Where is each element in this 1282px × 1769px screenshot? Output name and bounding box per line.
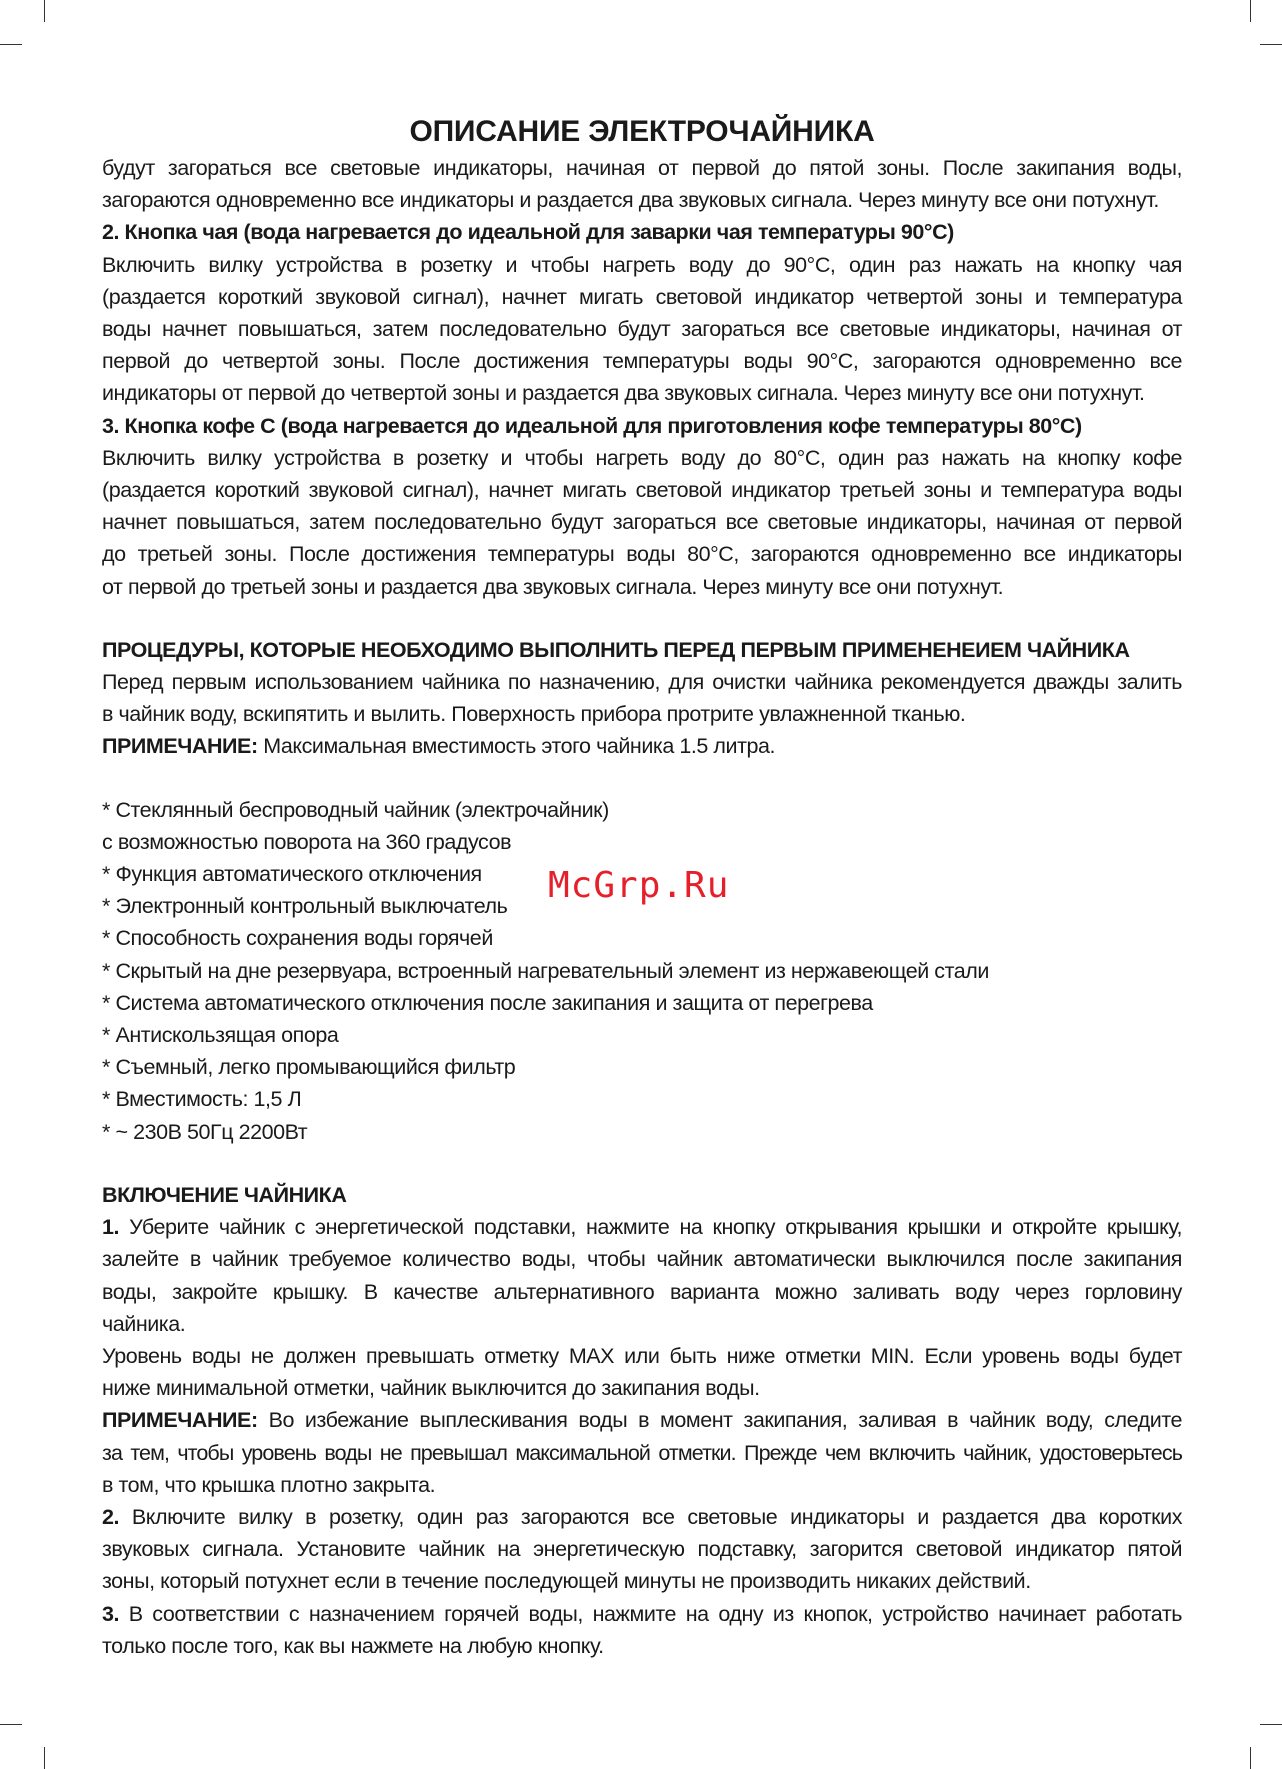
step-number: 3.	[102, 1601, 120, 1626]
coffee-heading: 3. Кнопка кофе С (вода нагревается до идеальной для приготовления кофе температуры 80°С)	[102, 413, 1082, 438]
step1-line: залейте в чайник требуемое количество воды, чтобы чайник автоматически выключился после закипания	[102, 1247, 1182, 1272]
step3-line	[102, 1598, 1182, 1630]
crop-mark	[1250, 0, 1251, 22]
note-text: Максимальная вместимость этого чайника 1.5 литра.	[257, 734, 776, 759]
step2-line: звуковых сигнала. Установите чайник на энергетическую подставку, загорится световой индикатор пятой	[102, 1537, 1182, 1562]
coffee-line: (раздается короткий звуковой сигнал), начнет мигать световой индикатор третьей зоны и температура воды	[102, 478, 1182, 503]
note-line	[102, 1404, 1182, 1436]
crop-mark	[1260, 1724, 1282, 1725]
coffee-line: Включить вилку устройства в розетку и чтобы нагреть воду до 80°С, один раз нажать на кнопку кофе	[102, 445, 1182, 470]
intro-line: загораются одновременно все индикаторы и раздается два звуковых сигнала. Через минуту все они потухнут.	[102, 188, 1159, 213]
step2-line: зоны, который потухнет если в течение последующей минуты не производить никаких действий.	[102, 1569, 1031, 1594]
step1-line	[102, 1211, 1182, 1243]
crop-mark	[1250, 1747, 1251, 1769]
tea-line: (раздается короткий звуковой сигнал), начнет мигать световой индикатор четвертой зоны и температура	[102, 284, 1182, 309]
crop-mark	[0, 44, 22, 45]
feature-item: * Антискользящая опора	[102, 1023, 339, 1048]
tea-line: первой до четвертой зоны. После достижения температуры воды 90°С, загораются одновременно все	[102, 349, 1182, 374]
step1-line: воды, закройте крышку. В качестве альтернативного варианта можно заливать воду через горловину	[102, 1279, 1182, 1304]
procedures-line: Перед первым использованием чайника по назначению, для очистки чайника рекомендуется дважды залить	[102, 670, 1182, 695]
procedures-note	[102, 730, 1182, 762]
step-number: 2.	[102, 1504, 120, 1529]
feature-item: * Электронный контрольный выключатель	[102, 894, 508, 919]
step1-line: чайника.	[102, 1311, 186, 1336]
feature-item: * ~ 230В 50Гц 2200Вт	[102, 1119, 308, 1144]
page-title: ОПИСАНИЕ ЭЛЕКТРОЧАЙНИКА	[409, 115, 875, 148]
level-line: ниже минимальной отметки, чайник выключится до закипания воды.	[102, 1376, 760, 1401]
step3-text: В соответствии с назначением горячей воды, нажмите на одну из кнопок, устройство начинает работать	[119, 1601, 1182, 1626]
crop-mark	[44, 1747, 45, 1769]
level-line: Уровень воды не должен превышать отметку MAX или быть ниже отметки MIN. Если уровень воды будет	[102, 1343, 1182, 1368]
crop-mark	[44, 0, 45, 22]
feature-item: * Стеклянный беспроводный чайник (электрочайник)	[102, 797, 609, 822]
coffee-line: до третьей зоны. После достижения температуры воды 80°С, загораются одновременно все индикаторы	[102, 542, 1182, 567]
coffee-line: начнет повышаться, затем последовательно будут загораться все световые индикаторы, начиная от первой	[102, 510, 1182, 535]
step3-line: только после того, как вы нажмете на любую кнопку.	[102, 1633, 604, 1658]
note-line: в том, что крышка плотно закрыта.	[102, 1472, 436, 1497]
tea-line: индикаторы от первой до четвертой зоны и раздается два звуковых сигнала. Через минуту все они потухнут.	[102, 381, 1145, 406]
step-number: 1.	[102, 1215, 120, 1240]
feature-item: * Способность сохранения воды горячей	[102, 926, 493, 951]
feature-item: с возможностью поворота на 360 градусов	[102, 829, 512, 854]
intro-line: будут загораться все световые индикаторы, начиная от первой до пятой зоны. После закипания воды,	[102, 156, 1182, 180]
note-label: ПРИМЕЧАНИЕ:	[102, 1408, 258, 1433]
tea-heading: 2. Кнопка чая (вода нагревается до идеальной для заварки чая температуры 90°С)	[102, 220, 954, 245]
note-text: Во избежание выплескивания воды в момент закипания, заливая в чайник воду, следите	[257, 1408, 1182, 1433]
tea-line: Включить вилку устройства в розетку и чтобы нагреть воду до 90°С, один раз нажать на кнопку чая	[102, 252, 1182, 277]
feature-item: * Система автоматического отключения после закипания и защита от перегрева	[102, 990, 873, 1015]
procedures-heading: ПРОЦЕДУРЫ, КОТОРЫЕ НЕОБХОДИМО ВЫПОЛНИТЬ ПЕРЕД ПЕРВЫМ ПРИМЕНЕНЕИЕМ ЧАЙНИКА	[102, 637, 1130, 662]
feature-item: * Функция автоматического отключения	[102, 862, 482, 887]
crop-mark	[1260, 44, 1282, 45]
watermark: McGrp.Ru	[548, 865, 730, 906]
switching-on-heading: ВКЛЮЧЕНИЕ ЧАЙНИКА	[102, 1182, 347, 1207]
document-page	[102, 112, 1182, 1662]
note-line: за тем, чтобы уровень воды не превышал максимальной отметки. Прежде чем включить чайник, удостоверьтесь	[102, 1440, 1182, 1465]
procedures-line: в чайник воду, вскипятить и вылить. Поверхность прибора протрите увлажненной тканью.	[102, 702, 966, 727]
step2-text: Включите вилку в розетку, один раз загораются все световые индикаторы и раздается два коротких	[119, 1504, 1182, 1529]
crop-mark	[0, 1724, 22, 1725]
note-label: ПРИМЕЧАНИЕ:	[102, 734, 258, 759]
step2-line	[102, 1501, 1182, 1533]
feature-item: * Скрытый на дне резервуара, встроенный нагревательный элемент из нержавеющей стали	[102, 958, 989, 983]
feature-item: * Вместимость: 1,5 Л	[102, 1087, 302, 1112]
tea-line: воды начнет повышаться, затем последовательно будут загораться все световые индикаторы, начиная от	[102, 317, 1182, 342]
feature-item: * Съемный, легко промывающийся фильтр	[102, 1055, 516, 1080]
step1-text: Уберите чайник с энергетической подставки, нажмите на кнопку открывания крышки и откройте крышку,	[119, 1215, 1182, 1240]
coffee-line: от первой до третьей зоны и раздается два звуковых сигнала. Через минуту все они потухнут.	[102, 574, 1004, 599]
